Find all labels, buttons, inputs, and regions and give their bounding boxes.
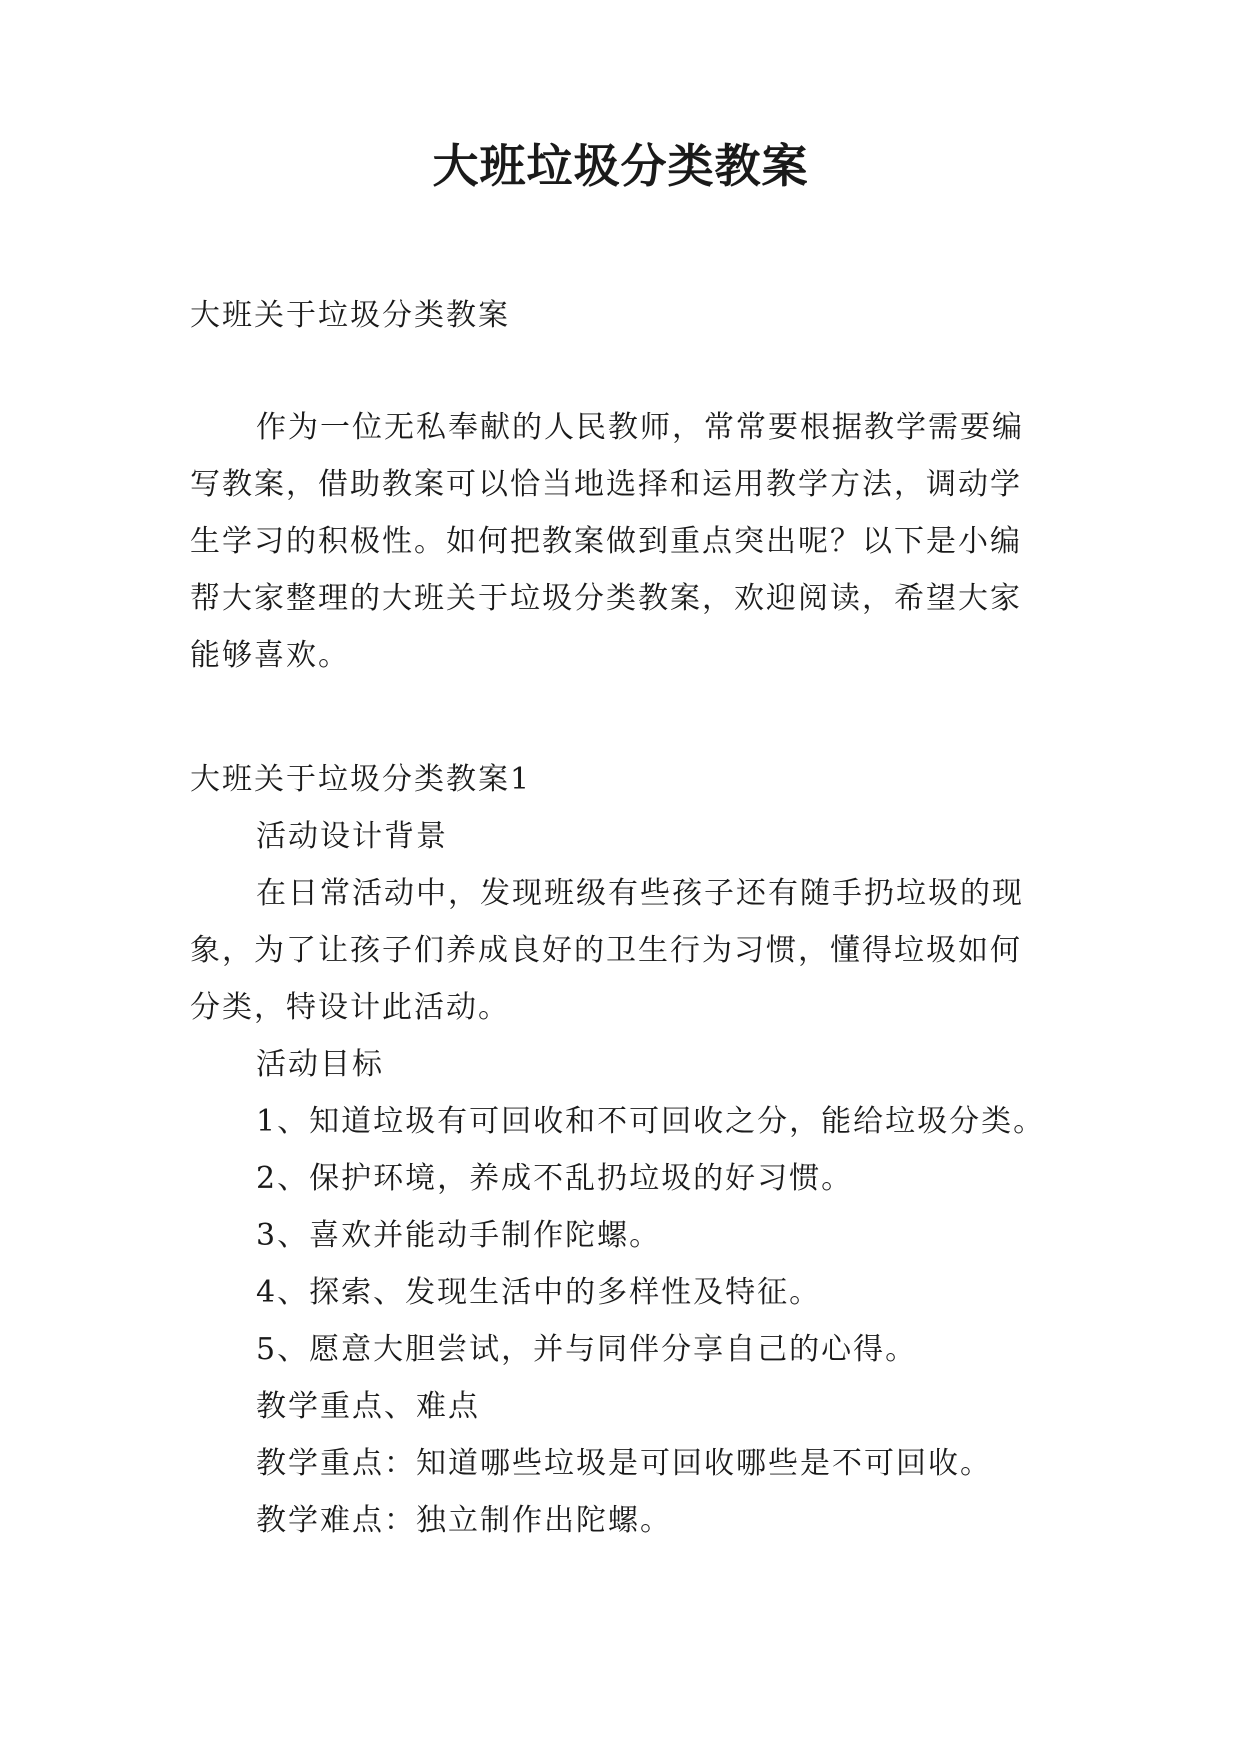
goal-item: 2、保护环境，养成不乱扔垃圾的好习惯。 <box>256 1161 854 1196</box>
goal-item: 1、知道垃圾有可回收和不可回收之分，能给垃圾分类。 <box>256 1104 1046 1139</box>
goal-item: 4、探索、发现生活中的多样性及特征。 <box>256 1275 822 1310</box>
background-heading: 活动设计背景 <box>256 819 448 854</box>
key-point: 教学重点：知道哪些垃圾是可回收哪些是不可回收。 <box>256 1446 992 1481</box>
intro-line: 作为一位无私奉献的人民教师，常常要根据教学需要编 <box>256 410 1024 445</box>
intro-line: 帮大家整理的大班关于垃圾分类教案，欢迎阅读，希望大家 <box>190 581 1022 616</box>
goal-item: 5、愿意大胆尝试，并与同伴分享自己的心得。 <box>256 1332 918 1367</box>
background-line: 象，为了让孩子们养成良好的卫生行为习惯，懂得垃圾如何 <box>190 933 1022 968</box>
subtitle: 大班关于垃圾分类教案 <box>190 298 510 333</box>
background-line: 分类，特设计此活动。 <box>190 990 510 1025</box>
intro-line: 能够喜欢。 <box>190 638 350 673</box>
intro-line: 生学习的积极性。如何把教案做到重点突出呢？以下是小编 <box>190 524 1022 559</box>
difficulty: 教学难点：独立制作出陀螺。 <box>256 1503 672 1538</box>
background-line: 在日常活动中，发现班级有些孩子还有随手扔垃圾的现 <box>256 876 1024 911</box>
key-heading: 教学重点、难点 <box>256 1389 480 1424</box>
goal-item: 3、喜欢并能动手制作陀螺。 <box>256 1218 662 1253</box>
goals-heading: 活动目标 <box>256 1047 384 1082</box>
intro-line: 写教案，借助教案可以恰当地选择和运用教学方法，调动学 <box>190 467 1022 502</box>
section-heading: 大班关于垃圾分类教案1 <box>190 762 532 797</box>
document-title: 大班垃圾分类教案 <box>432 139 809 193</box>
